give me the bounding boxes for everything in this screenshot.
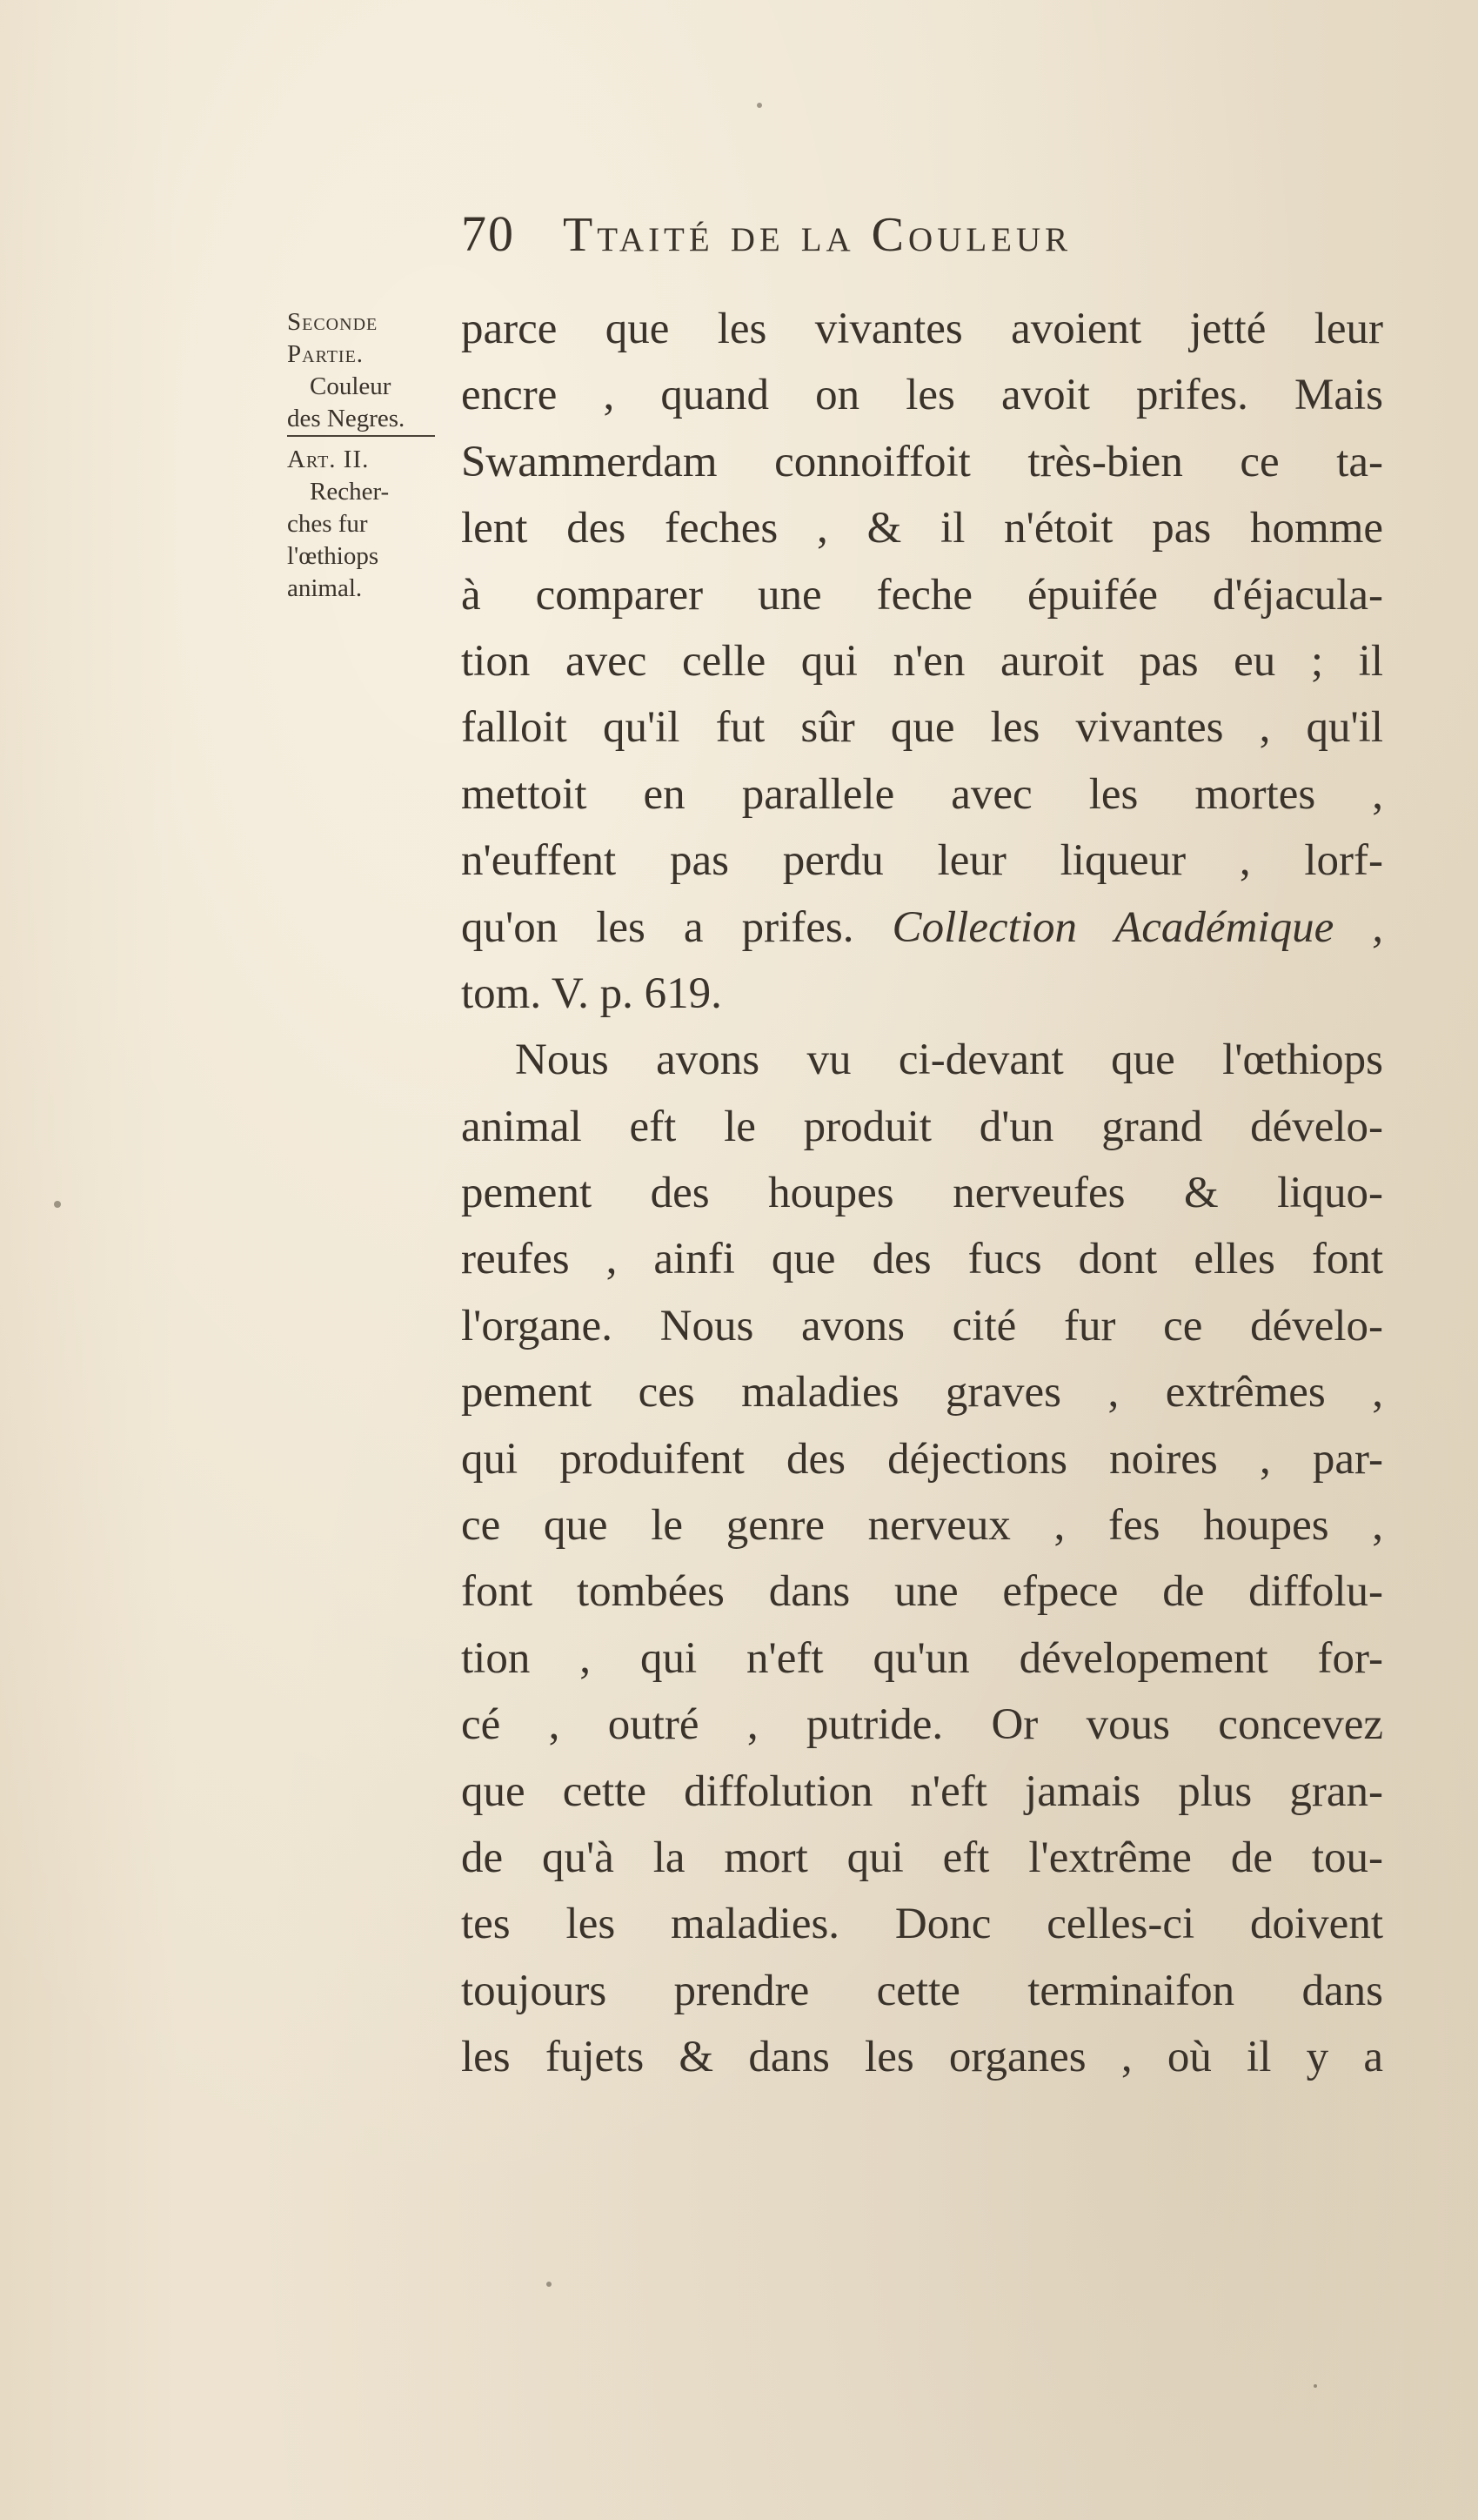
text-line: que cette diffolution n'eft jamais plus gran- [461, 1766, 1383, 1816]
text-line: reufes , ainfi que des fucs dont elles font [461, 1235, 1383, 1284]
margin-note-line: Recher- [310, 478, 390, 506]
text-line: qu'on les a prifes. [461, 902, 854, 952]
citation-italic: Collection Académique , [892, 902, 1383, 952]
text-line: pement ces maladies graves , extrêmes , [461, 1368, 1383, 1418]
text-line: l'organe. Nous avons cité fur ce dévelo- [461, 1301, 1383, 1350]
text-line: cé , outré , putride. Or vous concevez [461, 1700, 1383, 1750]
margin-note-line: Couleur [310, 372, 391, 400]
margin-note [287, 306, 474, 605]
text-line: lent des feches , & il n'étoit pas homme [461, 504, 1383, 553]
text-line: ce que le genre nerveux , fes houpes , [461, 1501, 1383, 1551]
text-line: animal eft le produit d'un grand dévelo- [461, 1102, 1383, 1151]
paper-speck [1314, 2384, 1317, 2388]
text-line: encre , quand on les avoit prifes. Mais [461, 371, 1383, 420]
text-line: falloit qu'il fut sûr que les vivantes , qu'il [461, 703, 1383, 753]
text-line: qui produifent des déjections noires , par- [461, 1434, 1383, 1484]
text-line: tion avec celle qui n'en auroit pas eu ; il [461, 636, 1383, 686]
text-line: à comparer une feche épuifée d'éjacula- [461, 570, 1383, 620]
text-line: de qu'à la mort qui eft l'extrême de tou- [461, 1833, 1383, 1882]
paragraph-first-line: Nous avons vu ci-devant que l'œthiops [515, 1035, 1383, 1085]
page-header [461, 204, 1287, 274]
text-line: toujours prendre cette terminaifon dans [461, 1966, 1383, 2015]
text-line: Swammerdam connoiffoit très-bien ce ta- [461, 437, 1383, 486]
paper-speck [757, 103, 762, 108]
paper-speck [54, 1201, 61, 1208]
margin-note-line: Art. II. [287, 446, 370, 473]
text-line: n'euffent pas perdu leur liqueur , lorf- [461, 836, 1383, 886]
running-title: Ttaité de la Couleur [563, 208, 1073, 262]
page-number: 70 [461, 205, 515, 262]
text-line: font tombées dans une efpece de diffolu- [461, 1567, 1383, 1617]
paper-speck [546, 2282, 552, 2287]
text-line: pement des houpes nerveufes & liquo- [461, 1169, 1383, 1218]
margin-note-line: des Negres. [287, 403, 435, 437]
body-text [461, 296, 1383, 2091]
margin-note-line: l'œthiops [287, 542, 379, 570]
margin-note-line: Seconde [287, 308, 378, 336]
text-line: parce que les vivantes avoient jetté leur [461, 305, 1383, 353]
text-line: mettoit en parallele avec les mortes , [461, 769, 1383, 819]
text-line: tion , qui n'eft qu'un dévelopement for- [461, 1633, 1383, 1683]
text-line: les fujets & dans les organes , où il y a [461, 2033, 1383, 2082]
citation-line [461, 895, 1383, 961]
text-line: tes les maladies. Donc celles-ci doivent [461, 1900, 1383, 1949]
margin-note-line: ches fur [287, 510, 368, 538]
citation-reference: tom. V. p. 619. [461, 968, 722, 1018]
margin-note-line: Partie. [287, 340, 364, 368]
margin-note-line: animal. [287, 574, 363, 602]
